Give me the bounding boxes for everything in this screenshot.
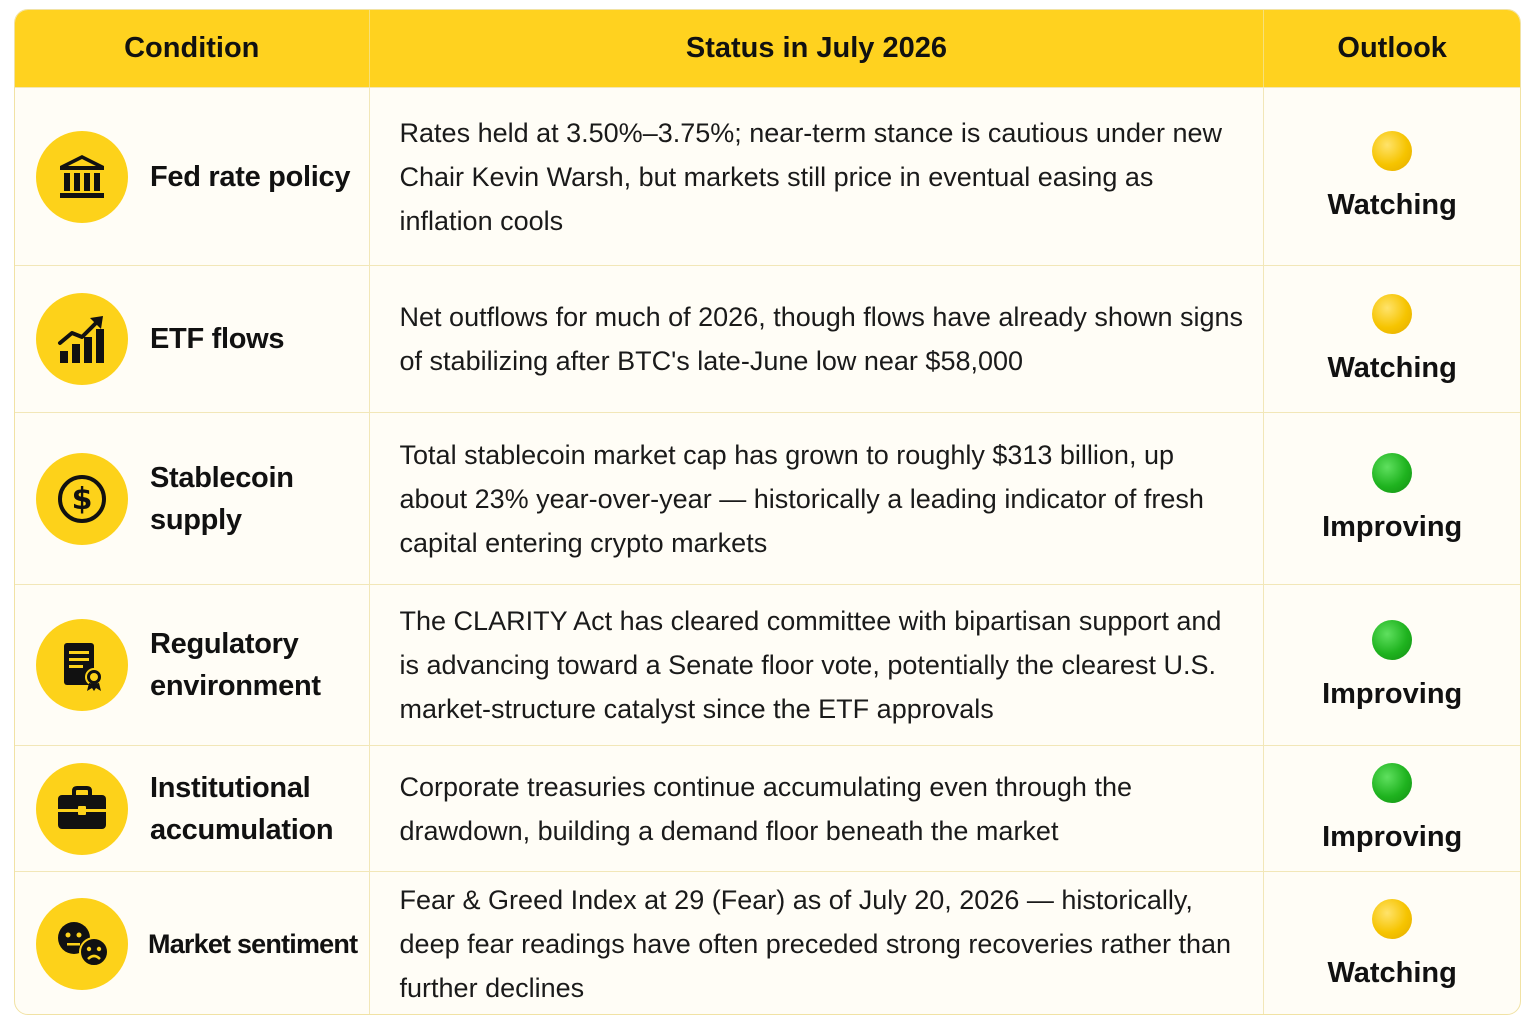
outlook-cell xyxy=(1264,746,1520,871)
table-row xyxy=(15,745,1520,871)
status-text: Fear & Greed Index at 29 (Fear) as of July 20, 2026 — historically, deep fear readings have often preceded strong recoveries rather than further declines xyxy=(370,872,1265,1015)
table-header xyxy=(15,10,1520,87)
condition-cell xyxy=(15,266,370,412)
briefcase-icon xyxy=(36,763,128,855)
condition-cell xyxy=(15,746,370,871)
outlook-label: Watching xyxy=(1327,351,1457,384)
status-text: Total stablecoin market cap has grown to roughly $313 billion, up about 23% year-over-year — historically a leading indicator of fresh capital entering crypto markets xyxy=(370,413,1265,584)
outlook-cell xyxy=(1264,413,1520,584)
condition-label: Market sentiment xyxy=(148,929,358,959)
status-indicator-dot xyxy=(1372,453,1412,493)
condition-label: ETF flows xyxy=(150,323,285,355)
svg-text:$: $ xyxy=(71,481,93,517)
outlook-label: Watching xyxy=(1327,189,1457,221)
status-text: Net outflows for much of 2026, though flows have already shown signs of stabilizing after BTC's late-June low near $58,000 xyxy=(370,266,1265,412)
mixed-faces-icon xyxy=(36,898,128,990)
table-row xyxy=(15,265,1520,412)
condition-label: Fed rate policy xyxy=(150,160,351,193)
table-row xyxy=(15,871,1520,1015)
status-indicator-dot xyxy=(1372,620,1412,660)
condition-label: Institutional accumulation xyxy=(150,771,334,846)
outlook-cell xyxy=(1264,585,1520,745)
table-row xyxy=(15,584,1520,745)
condition-label: Stablecoin supply xyxy=(150,461,294,536)
outlook-cell xyxy=(1264,88,1520,265)
status-text: Rates held at 3.50%–3.75%; near-term stance is cautious under new Chair Kevin Warsh, but markets still price in eventual easing as inflation cools xyxy=(370,88,1265,265)
status-text: Corporate treasuries continue accumulating even through the drawdown, building a demand floor beneath the market xyxy=(370,746,1265,871)
outlook-label: Improving xyxy=(1322,821,1463,853)
outlook-label: Watching xyxy=(1327,956,1457,989)
status-indicator-dot xyxy=(1372,899,1412,939)
status-indicator-dot xyxy=(1372,763,1412,803)
header-outlook: Outlook xyxy=(1337,32,1447,64)
status-indicator-dot xyxy=(1372,294,1412,334)
outlook-cell xyxy=(1264,266,1520,412)
outlook-cell xyxy=(1264,872,1520,1015)
table-row xyxy=(15,87,1520,265)
outlook-label: Improving xyxy=(1322,511,1463,543)
condition-cell xyxy=(15,585,370,745)
condition-cell xyxy=(15,88,370,265)
table-row xyxy=(15,412,1520,584)
dollar-coin-icon xyxy=(36,453,128,545)
status-indicator-dot xyxy=(1372,131,1412,171)
certificate-document-icon xyxy=(36,619,128,711)
bar-chart-up-icon xyxy=(36,293,128,385)
conditions-table xyxy=(14,9,1521,1015)
bank-building-icon xyxy=(36,131,128,223)
outlook-label: Improving xyxy=(1322,677,1463,710)
condition-label: Regulatory environment xyxy=(150,628,321,702)
condition-cell xyxy=(15,872,370,1015)
condition-cell xyxy=(15,413,370,584)
status-text: The CLARITY Act has cleared committee with bipartisan support and is advancing toward a Senate floor vote, potentially the clearest U.S. market-structure catalyst since the ETF approvals xyxy=(370,585,1265,745)
header-condition: Condition xyxy=(15,10,370,87)
header-status: Status in July 2026 xyxy=(370,10,1265,87)
